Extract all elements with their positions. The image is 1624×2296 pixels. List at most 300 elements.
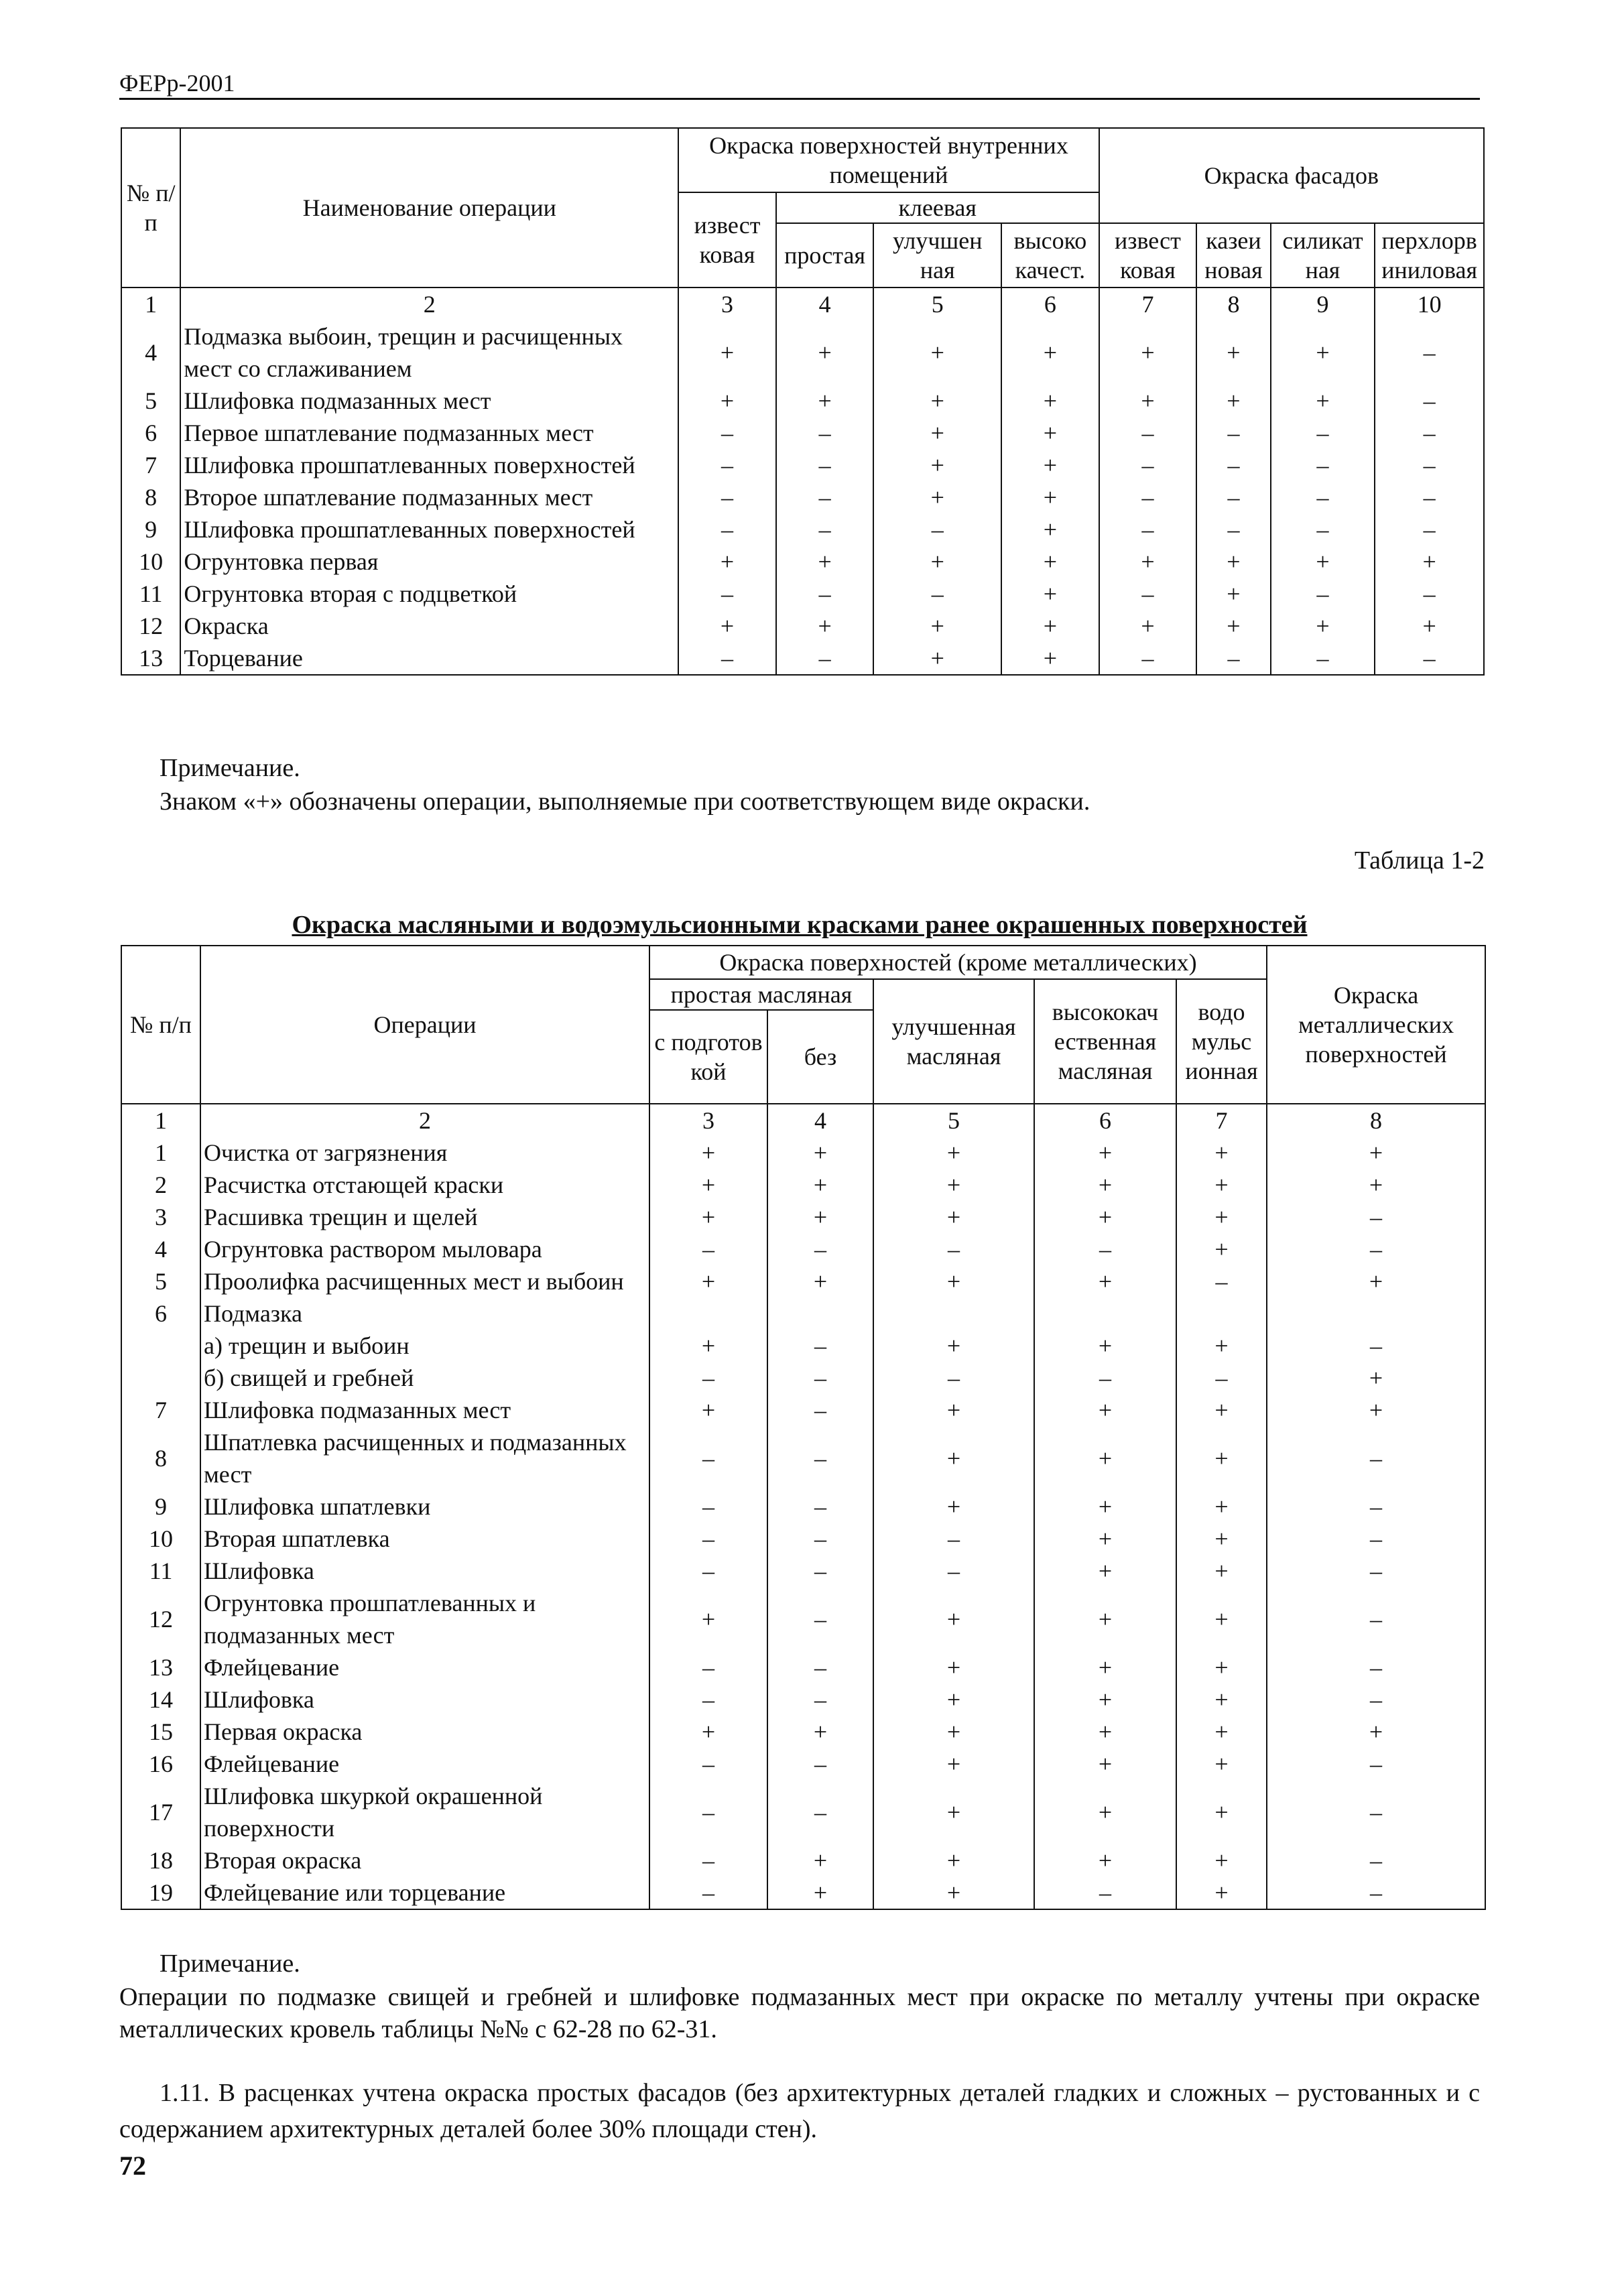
mark-cell: + — [767, 1137, 873, 1169]
mark-cell: – — [649, 1780, 767, 1844]
mark-cell: + — [678, 320, 776, 385]
mark-cell: + — [1196, 385, 1270, 417]
mark-cell — [1034, 1297, 1176, 1330]
mark-cell: – — [767, 1748, 873, 1780]
table-row — [121, 320, 1484, 385]
mark-cell: + — [1034, 1555, 1176, 1587]
mark-cell: + — [767, 1265, 873, 1297]
mark-cell: – — [1176, 1362, 1267, 1394]
mark-cell: – — [873, 513, 1001, 546]
header-izv: извест ковая — [678, 192, 776, 288]
mark-cell: – — [1176, 1265, 1267, 1297]
operation-name: Вторая окраска — [200, 1844, 649, 1876]
mark-cell: – — [873, 1362, 1034, 1394]
mark-cell: + — [1196, 578, 1270, 610]
mark-cell: + — [1176, 1330, 1267, 1362]
mark-cell: + — [873, 610, 1001, 642]
mark-cell: – — [1267, 1201, 1485, 1233]
row-number: 8 — [121, 481, 180, 513]
mark-cell: + — [1267, 1169, 1485, 1201]
mark-cell: + — [873, 546, 1001, 578]
mark-cell: + — [1034, 1394, 1176, 1426]
operation-name: Шлифовка шкуркой окрашенной поверхности — [200, 1780, 649, 1844]
mark-cell: + — [1375, 610, 1484, 642]
mark-cell — [1267, 1297, 1485, 1330]
mark-cell: – — [1196, 481, 1270, 513]
column-number: 7 — [1099, 288, 1197, 320]
mark-cell: + — [776, 610, 874, 642]
mark-cell: + — [1034, 1587, 1176, 1651]
mark-cell: – — [649, 1876, 767, 1909]
header-prostaya: простая — [776, 223, 874, 288]
mark-cell: – — [649, 1426, 767, 1490]
mark-cell: – — [649, 1490, 767, 1523]
mark-cell: – — [1267, 1523, 1485, 1555]
mark-cell: + — [1034, 1201, 1176, 1233]
mark-cell: – — [1375, 385, 1484, 417]
row-number: 10 — [121, 1523, 200, 1555]
column-number: 7 — [1176, 1104, 1267, 1137]
row-number: 7 — [121, 449, 180, 481]
column-number: 2 — [180, 288, 678, 320]
mark-cell: – — [1267, 1651, 1485, 1683]
mark-cell: + — [1375, 546, 1484, 578]
mark-cell: + — [649, 1265, 767, 1297]
operation-name: Шлифовка прошпатлеванных поверхностей — [180, 449, 678, 481]
operation-name: Огрунтовка раствором мыловара — [200, 1233, 649, 1265]
mark-cell: + — [649, 1330, 767, 1362]
table1-note-title: Примечание. — [160, 754, 300, 782]
mark-cell: – — [649, 1748, 767, 1780]
mark-cell: + — [767, 1876, 873, 1909]
table-row — [121, 1137, 1485, 1169]
row-number: 4 — [121, 320, 180, 385]
mark-cell: + — [1267, 1137, 1485, 1169]
paragraph-1-11: 1.11. В расценках учтена окраска простых фасадов (без архитектурных деталей гладких и сложных – рустованных и с содержанием архитектурных деталей более 30% площади стен). — [119, 2079, 1480, 2143]
mark-cell: + — [767, 1844, 873, 1876]
table2-note-title: Примечание. — [160, 1950, 300, 1978]
header-kleevaya: клеевая — [776, 192, 1099, 223]
header-silikat: силикат ная — [1271, 223, 1375, 288]
mark-cell: + — [1176, 1137, 1267, 1169]
mark-cell: + — [873, 1330, 1034, 1362]
column-number: 8 — [1267, 1104, 1485, 1137]
mark-cell: – — [1196, 449, 1270, 481]
row-number — [121, 1362, 200, 1394]
mark-cell: + — [678, 610, 776, 642]
mark-cell: + — [776, 320, 874, 385]
mark-cell: – — [776, 449, 874, 481]
mark-cell: – — [678, 513, 776, 546]
header-vodo: водо мульс ионная — [1176, 979, 1267, 1104]
header-num: № п/п — [121, 128, 180, 288]
header-num: № п/п — [121, 946, 200, 1104]
mark-cell: – — [1271, 449, 1375, 481]
mark-cell: + — [1176, 1169, 1267, 1201]
operation-name: Подмазка выбоин, трещин и расчищенных мест со сглаживанием — [180, 320, 678, 385]
mark-cell — [1176, 1297, 1267, 1330]
mark-cell: + — [767, 1201, 873, 1233]
operation-name: Шлифовка прошпатлеванных поверхностей — [180, 513, 678, 546]
column-number: 6 — [1001, 288, 1099, 320]
column-number: 9 — [1271, 288, 1375, 320]
mark-cell: + — [1034, 1844, 1176, 1876]
table2-title: Окраска масляными и водоэмульсионными красками ранее окрашенных поверхностей — [292, 911, 1308, 939]
header-prostaya: простая масляная — [649, 979, 873, 1010]
mark-cell: + — [1001, 546, 1099, 578]
operation-name: Флейцевание — [200, 1651, 649, 1683]
mark-cell: + — [1034, 1651, 1176, 1683]
mark-cell: + — [1099, 385, 1197, 417]
operation-name: б) свищей и гребней — [200, 1362, 649, 1394]
table-row — [121, 578, 1484, 610]
column-number: 5 — [873, 1104, 1034, 1137]
mark-cell: + — [767, 1716, 873, 1748]
mark-cell: + — [1196, 546, 1270, 578]
mark-cell: + — [873, 1137, 1034, 1169]
mark-cell: + — [649, 1201, 767, 1233]
table-row — [121, 1330, 1485, 1362]
row-number: 6 — [121, 1297, 200, 1330]
mark-cell: + — [1034, 1716, 1176, 1748]
mark-cell: – — [1375, 578, 1484, 610]
mark-cell: + — [1267, 1362, 1485, 1394]
row-number — [121, 1330, 200, 1362]
header-uluch: улучшен ная — [873, 223, 1001, 288]
column-number: 3 — [649, 1104, 767, 1137]
mark-cell: – — [649, 1844, 767, 1876]
operation-name: Флейцевание — [200, 1748, 649, 1780]
header-metal: Окраска металлических поверхностей — [1267, 946, 1485, 1104]
mark-cell: + — [873, 417, 1001, 449]
table-row — [121, 385, 1484, 417]
row-number: 4 — [121, 1233, 200, 1265]
table2-note-text: Операции по подмазке свищей и гребней и шлифовке подмазанных мест при окраске по металлу учтены при окраске металлических кровель таблицы №№ с 62-28 по 62-31. — [119, 1983, 1480, 2043]
mark-cell: – — [873, 578, 1001, 610]
table-row — [121, 1651, 1485, 1683]
row-number: 13 — [121, 1651, 200, 1683]
mark-cell: + — [1176, 1490, 1267, 1523]
header-izv-facade: извест ковая — [1099, 223, 1197, 288]
row-number: 9 — [121, 1490, 200, 1523]
table-row — [121, 449, 1484, 481]
mark-cell — [649, 1297, 767, 1330]
mark-cell: – — [1196, 642, 1270, 675]
mark-cell: + — [1001, 513, 1099, 546]
mark-cell: + — [873, 1394, 1034, 1426]
mark-cell: + — [1001, 610, 1099, 642]
mark-cell: + — [873, 1426, 1034, 1490]
mark-cell: – — [767, 1394, 873, 1426]
row-number: 15 — [121, 1716, 200, 1748]
mark-cell: + — [1001, 481, 1099, 513]
mark-cell: – — [1099, 449, 1197, 481]
mark-cell: + — [678, 385, 776, 417]
mark-cell: – — [767, 1523, 873, 1555]
mark-cell: + — [767, 1169, 873, 1201]
table-row — [121, 1844, 1485, 1876]
mark-cell: – — [649, 1233, 767, 1265]
mark-cell: – — [873, 1523, 1034, 1555]
mark-cell: + — [1196, 320, 1270, 385]
mark-cell: – — [776, 417, 874, 449]
header-ops: Операции — [200, 946, 649, 1104]
mark-cell: – — [1034, 1876, 1176, 1909]
table-row — [121, 1394, 1485, 1426]
table2-label: Таблица 1-2 — [1354, 846, 1485, 875]
mark-cell: + — [873, 1587, 1034, 1651]
operations-table-2 — [121, 945, 1486, 1910]
mark-cell: + — [873, 1265, 1034, 1297]
row-number: 5 — [121, 1265, 200, 1297]
table-row — [121, 481, 1484, 513]
operation-name: Расшивка трещин и щелей — [200, 1201, 649, 1233]
table-row — [121, 1876, 1485, 1909]
mark-cell: + — [1034, 1265, 1176, 1297]
mark-cell: + — [873, 1651, 1034, 1683]
mark-cell: + — [1034, 1490, 1176, 1523]
mark-cell: + — [1271, 320, 1375, 385]
mark-cell: – — [1196, 513, 1270, 546]
table-row — [121, 1426, 1485, 1490]
mark-cell: + — [1001, 320, 1099, 385]
table-row — [121, 610, 1484, 642]
row-number: 8 — [121, 1426, 200, 1490]
row-number: 7 — [121, 1394, 200, 1426]
mark-cell: + — [873, 1844, 1034, 1876]
mark-cell: – — [1267, 1490, 1485, 1523]
header-group-nonmetal: Окраска поверхностей (кроме металлических) — [649, 946, 1267, 979]
table1-note-text: Знаком «+» обозначены операции, выполняемые при соответствующем виде окраски. — [160, 787, 1090, 816]
operation-name: а) трещин и выбоин — [200, 1330, 649, 1362]
mark-cell: – — [767, 1330, 873, 1362]
table-row — [121, 513, 1484, 546]
mark-cell: – — [776, 642, 874, 675]
mark-cell: + — [776, 546, 874, 578]
table-row — [121, 417, 1484, 449]
mark-cell: + — [873, 1716, 1034, 1748]
table-row — [121, 1362, 1485, 1394]
mark-cell: – — [678, 642, 776, 675]
mark-cell: – — [767, 1780, 873, 1844]
mark-cell: – — [1267, 1748, 1485, 1780]
mark-cell: + — [649, 1716, 767, 1748]
mark-cell: + — [1034, 1137, 1176, 1169]
mark-cell: + — [873, 642, 1001, 675]
table-row — [121, 1201, 1485, 1233]
operation-name: Первая окраска — [200, 1716, 649, 1748]
mark-cell: + — [1034, 1330, 1176, 1362]
row-number: 19 — [121, 1876, 200, 1909]
mark-cell: – — [1271, 578, 1375, 610]
mark-cell: – — [1267, 1330, 1485, 1362]
operation-name: Шлифовка подмазанных мест — [180, 385, 678, 417]
row-number: 12 — [121, 610, 180, 642]
mark-cell: – — [1271, 513, 1375, 546]
mark-cell: + — [1267, 1394, 1485, 1426]
mark-cell: – — [873, 1233, 1034, 1265]
mark-cell: – — [1375, 320, 1484, 385]
mark-cell: – — [1099, 578, 1197, 610]
mark-cell: + — [1034, 1523, 1176, 1555]
mark-cell: + — [1034, 1426, 1176, 1490]
mark-cell: – — [1267, 1780, 1485, 1844]
operation-name: Шпатлевка расчищенных и подмазанных мест — [200, 1426, 649, 1490]
column-number: 2 — [200, 1104, 649, 1137]
operation-name: Шлифовка — [200, 1683, 649, 1716]
mark-cell: + — [649, 1394, 767, 1426]
header-s-podg: с подготов кой — [649, 1010, 767, 1104]
mark-cell: + — [1034, 1169, 1176, 1201]
mark-cell: – — [776, 513, 874, 546]
mark-cell: + — [873, 1201, 1034, 1233]
mark-cell: – — [767, 1426, 873, 1490]
mark-cell: + — [649, 1137, 767, 1169]
operation-name: Подмазка — [200, 1297, 649, 1330]
mark-cell: – — [776, 481, 874, 513]
mark-cell: – — [678, 481, 776, 513]
mark-cell: – — [1196, 417, 1270, 449]
mark-cell: – — [1271, 481, 1375, 513]
mark-cell: + — [873, 1683, 1034, 1716]
row-number: 5 — [121, 385, 180, 417]
mark-cell: – — [1267, 1233, 1485, 1265]
mark-cell: + — [1176, 1555, 1267, 1587]
row-number: 14 — [121, 1683, 200, 1716]
mark-cell: + — [1176, 1426, 1267, 1490]
column-number: 1 — [121, 288, 180, 320]
mark-cell: + — [873, 1876, 1034, 1909]
mark-cell: – — [767, 1233, 873, 1265]
table-row — [121, 1716, 1485, 1748]
mark-cell: – — [1375, 642, 1484, 675]
mark-cell: – — [1267, 1426, 1485, 1490]
mark-cell: + — [678, 546, 776, 578]
header-kazein: казеи новая — [1196, 223, 1270, 288]
operation-name: Огрунтовка первая — [180, 546, 678, 578]
operation-name: Окраска — [180, 610, 678, 642]
mark-cell: – — [678, 417, 776, 449]
mark-cell: + — [1034, 1683, 1176, 1716]
column-number: 4 — [767, 1104, 873, 1137]
mark-cell: – — [1267, 1876, 1485, 1909]
operation-name: Огрунтовка вторая с подцветкой — [180, 578, 678, 610]
mark-cell: – — [678, 578, 776, 610]
mark-cell: – — [1034, 1362, 1176, 1394]
page-header: ФЕРр-2001 — [119, 68, 1480, 100]
mark-cell: + — [1176, 1394, 1267, 1426]
row-number: 12 — [121, 1587, 200, 1651]
table-row — [121, 1587, 1485, 1651]
mark-cell: + — [1001, 578, 1099, 610]
operation-name: Первое шпатлевание подмазанных мест — [180, 417, 678, 449]
mark-cell: + — [776, 385, 874, 417]
mark-cell: – — [678, 449, 776, 481]
mark-cell: – — [1099, 513, 1197, 546]
row-number: 1 — [121, 1137, 200, 1169]
mark-cell: + — [1176, 1844, 1267, 1876]
table-row — [121, 1780, 1485, 1844]
table-row — [121, 1490, 1485, 1523]
mark-cell: – — [649, 1683, 767, 1716]
mark-cell: – — [873, 1555, 1034, 1587]
mark-cell: + — [1034, 1748, 1176, 1780]
mark-cell: – — [1271, 417, 1375, 449]
table-row — [121, 546, 1484, 578]
column-number: 5 — [873, 288, 1001, 320]
mark-cell: + — [873, 481, 1001, 513]
mark-cell: – — [649, 1523, 767, 1555]
mark-cell: – — [767, 1362, 873, 1394]
row-number: 16 — [121, 1748, 200, 1780]
table-row — [121, 1265, 1485, 1297]
operation-name: Флейцевание или торцевание — [200, 1876, 649, 1909]
mark-cell — [873, 1297, 1034, 1330]
page-number: 72 — [119, 2151, 146, 2181]
operations-table-1 — [121, 127, 1485, 676]
table-row — [121, 1233, 1485, 1265]
mark-cell: + — [1099, 546, 1197, 578]
operation-name: Шлифовка шпатлевки — [200, 1490, 649, 1523]
mark-cell: – — [1267, 1844, 1485, 1876]
mark-cell: + — [1271, 546, 1375, 578]
mark-cell: + — [1196, 610, 1270, 642]
mark-cell: – — [649, 1555, 767, 1587]
row-number: 9 — [121, 513, 180, 546]
mark-cell: + — [1176, 1716, 1267, 1748]
mark-cell: – — [649, 1651, 767, 1683]
mark-cell: + — [1176, 1748, 1267, 1780]
mark-cell: – — [1375, 481, 1484, 513]
header-uluch: улучшенная масляная — [873, 979, 1034, 1104]
table-row — [121, 1523, 1485, 1555]
mark-cell: + — [1176, 1587, 1267, 1651]
row-number: 2 — [121, 1169, 200, 1201]
mark-cell: – — [1267, 1555, 1485, 1587]
table-row — [121, 642, 1484, 675]
table-row — [121, 1555, 1485, 1587]
operation-name: Вторая шпатлевка — [200, 1523, 649, 1555]
mark-cell: – — [776, 578, 874, 610]
mark-cell: + — [1176, 1683, 1267, 1716]
mark-cell: – — [767, 1651, 873, 1683]
mark-cell: + — [1176, 1876, 1267, 1909]
column-number: 1 — [121, 1104, 200, 1137]
header-bez: без — [767, 1010, 873, 1104]
column-number: 3 — [678, 288, 776, 320]
row-number: 10 — [121, 546, 180, 578]
mark-cell: – — [1099, 481, 1197, 513]
mark-cell: + — [1267, 1265, 1485, 1297]
operation-name: Проолифка расчищенных мест и выбоин — [200, 1265, 649, 1297]
mark-cell: + — [873, 1780, 1034, 1844]
mark-cell: + — [873, 1748, 1034, 1780]
mark-cell: – — [767, 1555, 873, 1587]
table-row — [121, 1748, 1485, 1780]
mark-cell: – — [1375, 513, 1484, 546]
mark-cell: + — [1001, 385, 1099, 417]
mark-cell: + — [1176, 1201, 1267, 1233]
header-group-inner: Окраска поверхностей внутренних помещений — [678, 128, 1099, 192]
header-vysoko: высококач ественная масляная — [1034, 979, 1176, 1104]
operation-name: Расчистка отстающей краски — [200, 1169, 649, 1201]
column-numbers-row — [121, 1104, 1485, 1137]
mark-cell: + — [873, 320, 1001, 385]
mark-cell: + — [1099, 610, 1197, 642]
mark-cell: + — [1176, 1233, 1267, 1265]
operation-name: Второе шпатлевание подмазанных мест — [180, 481, 678, 513]
mark-cell: + — [1176, 1651, 1267, 1683]
